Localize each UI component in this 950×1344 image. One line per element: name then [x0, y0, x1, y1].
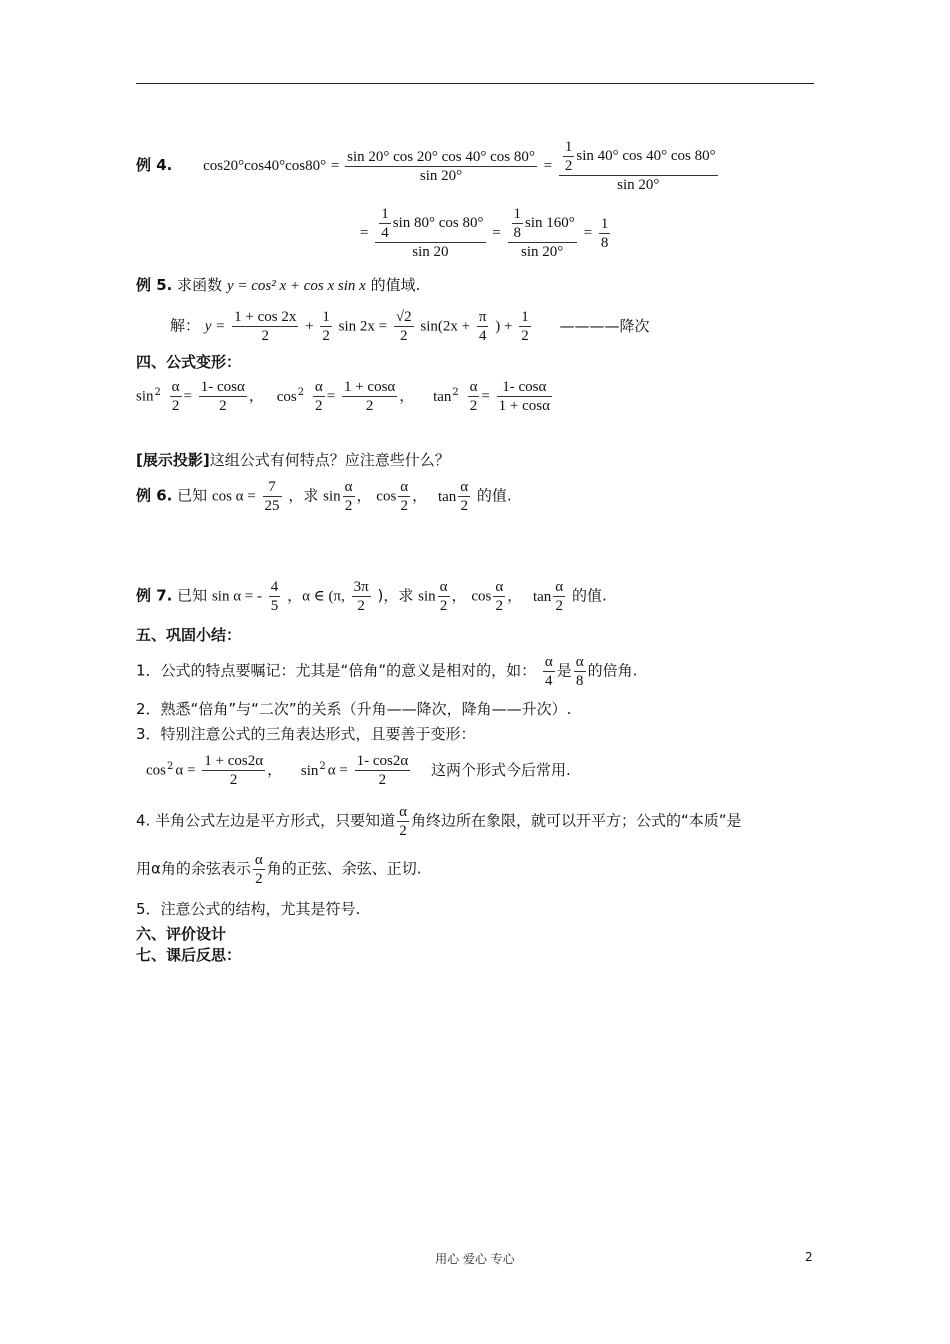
fraction-3: $\frac{1}{4}$ sin 80° cos 80° sin 20	[375, 205, 485, 261]
summary-point-2: 2．熟悉“倍角”与“二次”的关系（升角——降次，降角——升次）.	[136, 700, 572, 718]
summary-point-1: 1．公式的特点要嘱记：尤其是“倍角”的意义是相对的，如： $\frac{\alpha}{4}$ 是 $\frac{\alpha}{8}$ 的倍角.	[136, 654, 638, 689]
section-6-title: 六、评价设计	[136, 925, 227, 943]
section-7-title: 七、课后反思：	[136, 946, 242, 964]
header-rule	[136, 83, 814, 84]
result-fraction: $\frac{1}{8}$	[600, 215, 609, 251]
half-angle-formulas: $\sin^2$ $\frac{\alpha}{2}$ = $\frac{1- \cos\alpha}{2}$ ， $\cos^2$ $\frac{\alpha}{2}$ = $\frac{1 + \cos\alpha}{2}$ ， $\tan^2$ $\frac{\alpha}{2}$ = $\frac{1- \cos\alpha}{1 + \cos\alpha}$	[136, 379, 550, 414]
example-4-label: 例 4.	[136, 156, 173, 174]
page-number: 2	[805, 1250, 813, 1264]
projection-note: [展示投影]这组公式有何特点？应注意些什么？	[136, 451, 450, 469]
fraction-4: $\frac{1}{8}$ sin 160° sin 20°	[508, 205, 577, 261]
example-4: 例 4. cos20°cos40°cos80° = $\frac{\sin 20^\circ \cos 20^\circ \cos 40^\circ \cos 80^\circ}{\sin 20^\circ}$ = $\frac{1}{2}$ sin 40° cos 40° cos 80° sin 20°	[136, 139, 716, 193]
power-reduction-formulas: $\cos^2 \alpha$ = $\frac{1 + \cos 2\alpha}{2}$ ， $\sin^2 \alpha$ = $\frac{1- \cos 2\alpha}{2}$ 这两个形式今后常用.	[146, 753, 571, 788]
summary-point-4: 4. 半角公式左边是平方形式，只要知道 $\frac{\alpha}{2}$ 角终边所在象限，就可以开平方；公式的“本质”是	[136, 804, 742, 839]
example-4-cont: = $\frac{1}{4}$ sin 80° cos 80° sin 20 = $\frac{1}{8}$ sin 160° sin 20° = $\frac{1}{8}$	[360, 206, 609, 260]
summary-point-4-cont: 用α角的余弦表示 $\frac{\alpha}{2}$ 角的正弦、余弦、正切.	[136, 852, 422, 887]
fraction-2: $\frac{1}{2}$ sin 40° cos 40° cos 80° sin 20°	[559, 138, 718, 194]
fraction-1: $\frac{\sin 20^\circ \cos 20^\circ \cos 40^\circ \cos 80^\circ}{\sin 20^\circ}$	[347, 148, 535, 184]
example-4-lhs: cos20°cos40°cos80°	[203, 158, 327, 174]
example-6: 例 6. 已知 cos α = $\frac{7}{25}$ ，求 sin $\frac{\alpha}{2}$ ， cos $\frac{\alpha}{2}$ ， tan $\frac{\alpha}{2}$ 的值.	[136, 479, 512, 514]
section-4-title: 四、公式变形：	[136, 353, 242, 371]
example-7: 例 7. 已知 sin α = - $\frac{4}{5}$ ，α ∈ (π, $\frac{3\pi}{2}$ )，求 sin $\frac{\alpha}{2}$ ， cos $\frac{\alpha}{2}$ ， tan $\frac{\alpha}{2}$ 的值.	[136, 579, 607, 614]
section-5-title: 五、巩固小结：	[136, 626, 242, 644]
summary-point-3: 3．特别注意公式的三角表达形式，且要善于变形：	[136, 725, 476, 743]
summary-point-5: 5．注意公式的结构，尤其是符号.	[136, 900, 361, 918]
example-5: 例 5. 求函数 y = cos² x + cos x sin x 的值域.	[136, 276, 421, 294]
footer-text: 用心 爱心 专心	[435, 1252, 515, 1266]
example-5-solution: 解： y = $\frac{1 + \cos 2x}{2}$ + $\frac{1}{2}$ sin 2x = $\frac{√2}{2}$ sin(2x + $\frac{\pi}{4}$ ) + $\frac{1}{2}$ ————降次	[170, 309, 650, 344]
